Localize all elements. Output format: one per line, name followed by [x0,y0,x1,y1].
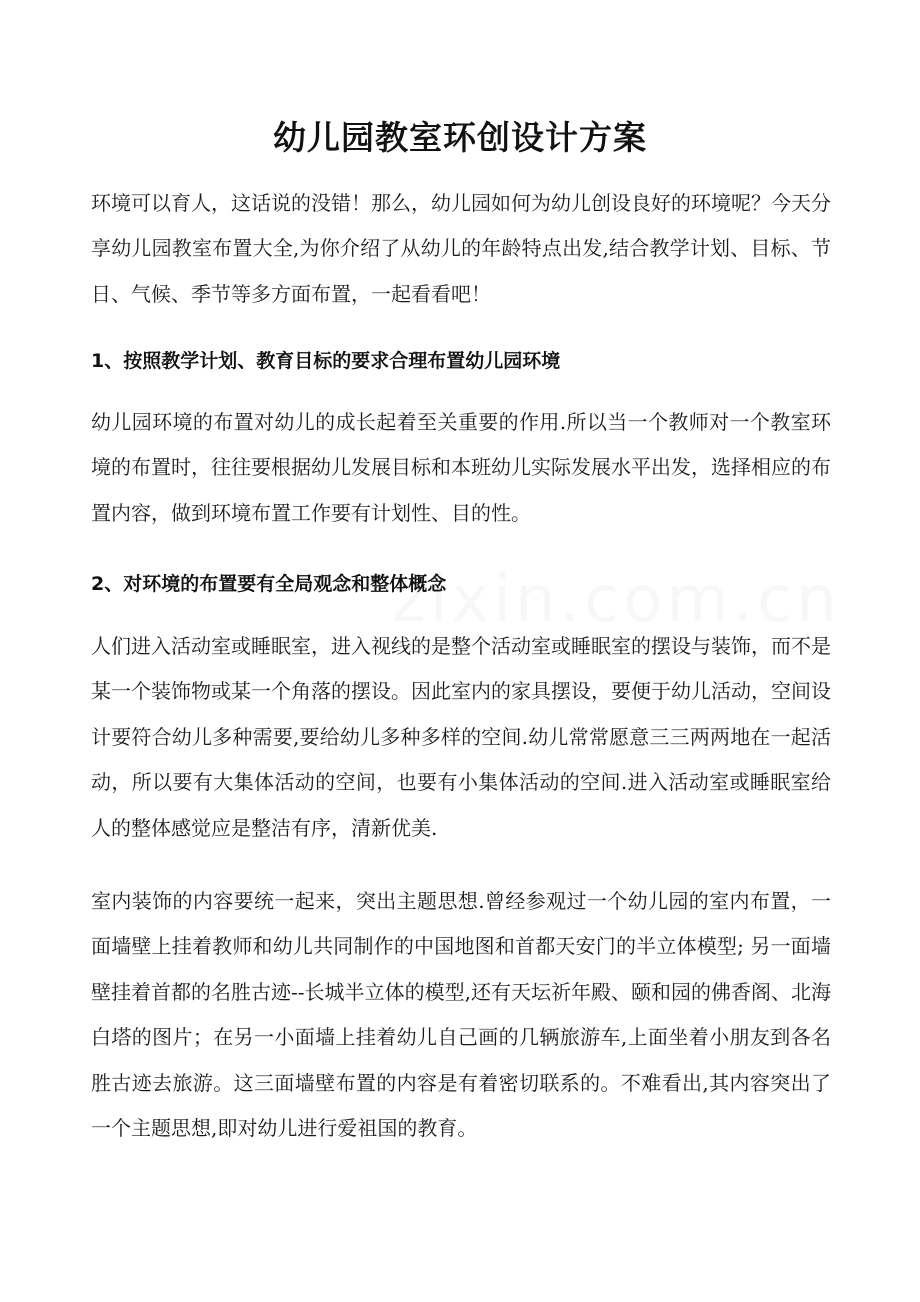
section-2-paragraph-1: 人们进入活动室或睡眠室，进入视线的是整个活动室或睡眠室的摆设与装饰，而不是某一个装饰物或某一个角落的摆设。因此室内的家具摆设，要便于幼儿活动，空间设计要符合幼儿多种需要,要给幼儿多种多样的空间.幼儿常常愿意三三两两地在一起活动，所以要有大集体活动的空间，也要有小集体活动的空间.进入活动室或睡眠室给人的整体感觉应是整洁有序，清新优美. [91,634,831,840]
watermark: zixin.com.cn [392,563,841,637]
section-2-paragraph-2: 室内装饰的内容要统一起来，突出主题思想.曾经参观过一个幼儿园的室内布置，一面墙壁上挂着教师和幼儿共同制作的中国地图和首都天安门的半立体模型; 另一面墙壁挂着首都的名胜古迹--长城半立体的模型,还有天坛祈年殿、颐和园的佛香阁、北海白塔的图片；在另一小面墙上挂着幼儿自己画的几辆旅游车,上面坐着小朋友到各名胜古迹去旅游。这三面墙壁布置的内容是有着密切联系的。不难看出,其内容突出了一个主题思想,即对幼儿进行爱祖国的教育。 [91,889,831,1141]
intro-paragraph: 环境可以育人，这话说的没错！那么，幼儿园如何为幼儿创设良好的环境呢？今天分享幼儿园教室布置大全,为你介绍了从幼儿的年龄特点出发,结合教学计划、目标、节日、气候、季节等多方面布置，一起看看吧！ [91,191,831,306]
section-2-heading: 2、对环境的布置要有全局观念和整体概念 [91,573,447,595]
page-title: 幼儿园教室环创设计方案 [273,118,647,157]
section-1-heading: 1、按照教学计划、教育目标的要求合理布置幼儿园环境 [91,350,561,372]
section-1-paragraph: 幼儿园环境的布置对幼儿的成长起着至关重要的作用.所以当一个教师对一个教室环境的布置时，往往要根据幼儿发展目标和本班幼儿实际发展水平出发，选择相应的布置内容，做到环境布置工作要有计划性、目的性。 [91,410,831,525]
